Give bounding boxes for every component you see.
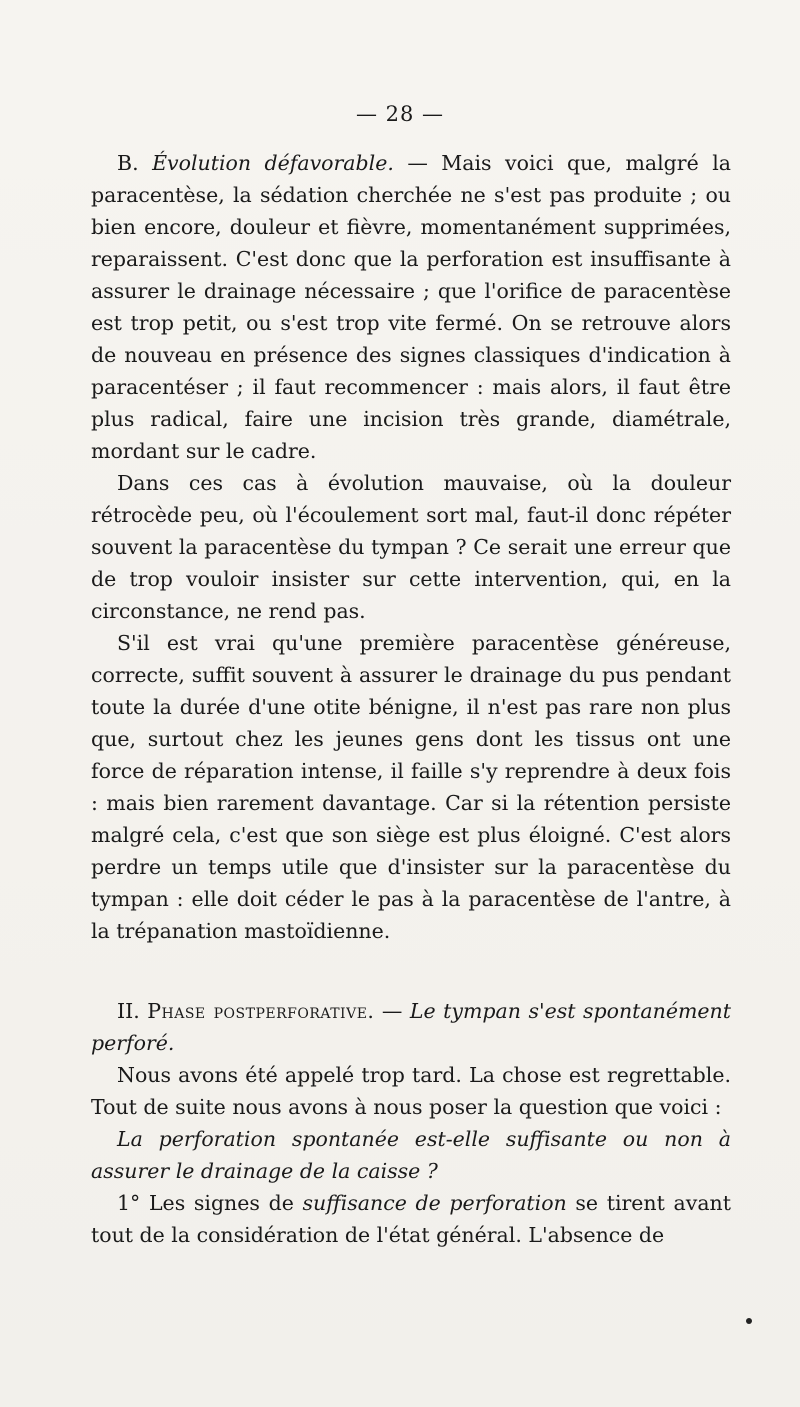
section-gap [91, 947, 731, 995]
paragraph-evolution-mauvaise: Dans ces cas à évolution mauvaise, où la douleur rétrocède peu, où l'écoulement sort mal, faut-il donc répéter souvent la paracentèse du tympan ? Ce serait une erreur que de trop vouloir insister sur cette intervention, qui, en la circonstance, ne rend pas. [91, 471, 731, 623]
body-text [91, 147, 731, 1251]
paragraph-lead: 1° Les signes de [117, 1191, 303, 1215]
section-label: II. [117, 999, 140, 1023]
heading-dash: — [374, 999, 410, 1023]
ink-dot [746, 1318, 752, 1324]
paragraph-evolution-defavorable [91, 147, 731, 467]
paragraph-text: — Mais voici que, malgré la paracentèse, la sédation cherchée ne s'est pas produite ; ou bien encore, douleur et fièvre, momentanément supprimées, reparaissent. C'est donc que la perforation est insuffisante à assurer le drainage nécessaire ; que l'orifice de paracentèse est trop petit, ou s'est trop vite fermé. On se retrouve alors de nouveau en présence des signes classiques d'indication à paracentéser ; il faut recommencer : mais alors, il faut être plus radical, faire une incision très grande, diamétrale, mordant sur le cadre. [91, 151, 731, 463]
page-number: — 28 — [355, 102, 445, 126]
paragraph-signes-suffisance [91, 1187, 731, 1251]
paragraph-premiere-paracentese: S'il est vrai qu'une première paracentèse généreuse, correcte, suffit souvent à assurer le drainage du pus pendant toute la durée d'une otite bénigne, il n'est pas rare non plus que, surtout chez les jeunes gens dont les tissus ont une force de réparation intense, il faille s'y reprendre à deux fois : mais bien rarement davantage. Car si la rétention persiste malgré cela, c'est que son siège est plus éloigné. C'est alors perdre un temps utile que d'insister sur la paracentèse du tympan : elle doit céder le pas à la paracentèse de l'antre, à la trépanation mastoïdienne. [91, 631, 731, 943]
paragraph-italic: suffisance de perforation [302, 1191, 567, 1215]
section-heading: Phase postperforative. [147, 999, 375, 1023]
paragraph-question [91, 1123, 731, 1187]
paragraph-phase-postperforative [91, 995, 731, 1059]
section-heading: Évolution défavorable. [152, 151, 394, 175]
question-text: La perforation spontanée est-elle suffisante ou non à assurer le drainage de la caisse ? [91, 1127, 731, 1183]
paragraph-rest: se tirent avant tout de la considération de l'état général. L'absence de [91, 1191, 731, 1247]
section-label: B. [117, 151, 139, 175]
paragraph-appele-trop-tard: Nous avons été appelé trop tard. La chose est regrettable. Tout de suite nous avons à nous poser la question que voici : [91, 1063, 731, 1119]
section-subheading: Le tympan s'est spontanément perforé. [91, 999, 731, 1055]
